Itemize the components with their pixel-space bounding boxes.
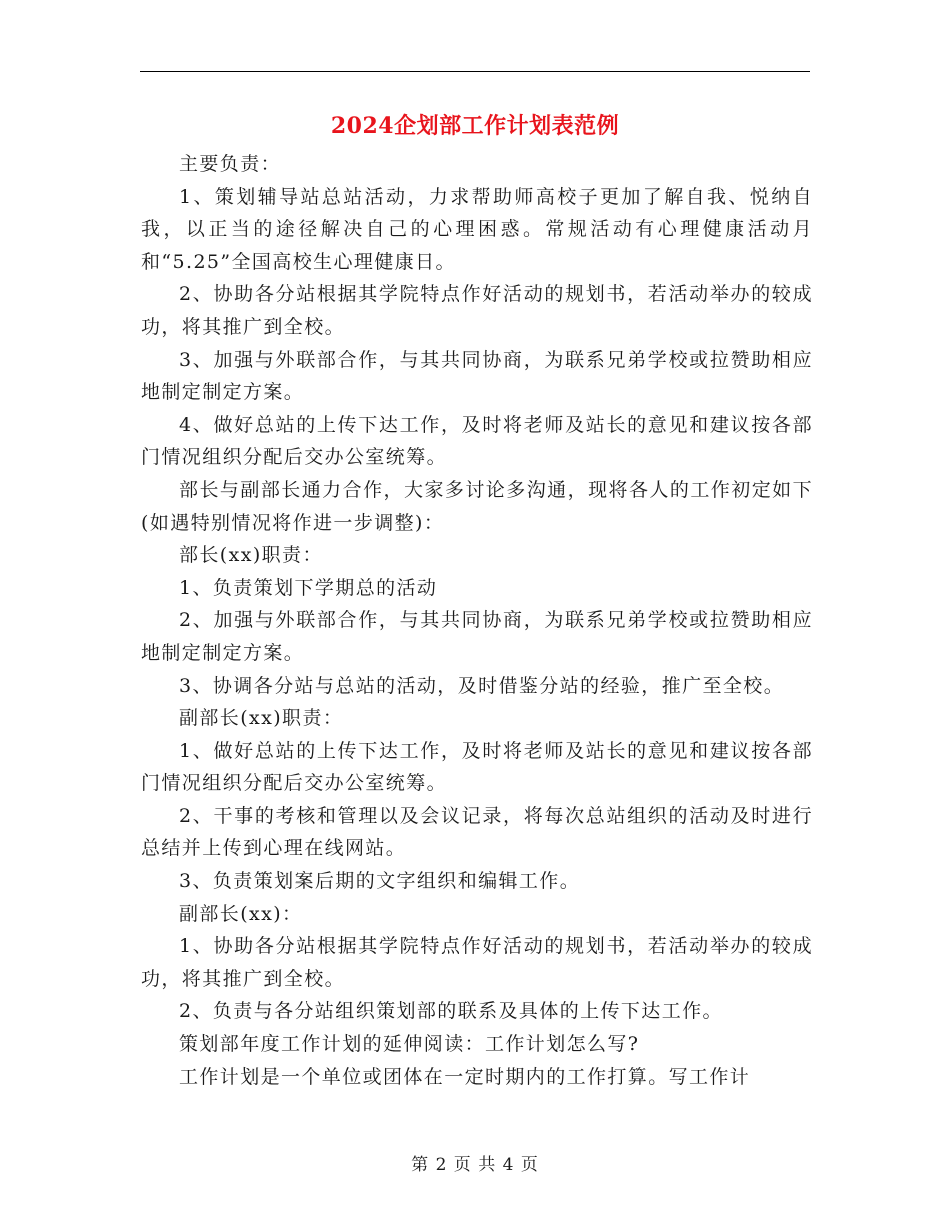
- paragraph: 3、协调各分站与总站的活动，及时借鉴分站的经验，推广至全校。: [179, 674, 785, 697]
- paragraph: 2、加强与外联部合作，与其共同协商，为联系兄弟学校或拉赞助相应地制定制定方案。: [141, 609, 813, 664]
- paragraph: 1、策划辅导站总站活动，力求帮助师高校子更加了解自我、悦纳自我，以正当的途径解决自己的心理困惑。常规活动有心理健康活动月和“5.25”全国高校生心理健康日。: [141, 185, 813, 273]
- paragraph: 1、做好总站的上传下达工作，及时将老师及站长的意见和建议按各部门情况组织分配后交办公室统筹。: [141, 739, 813, 795]
- paragraph: 1、协助各分站根据其学院特点作好活动的规划书，若活动举办的较成功，将其推广到全校。: [141, 935, 813, 990]
- paragraph: 策划部年度工作计划的延伸阅读：工作计划怎么写?: [179, 1033, 640, 1056]
- paragraph: 2、干事的考核和管理以及会议记录，将每次总站组织的活动及时进行总结并上传到心理在线网站。: [141, 804, 813, 860]
- paragraph: 部长与副部长通力合作，大家多讨论多沟通，现将各人的工作初定如下(如遇特别情况将作进一步调整)：: [141, 478, 813, 534]
- paragraph: 2、协助各分站根据其学院特点作好活动的规划书，若活动举办的较成功，将其推广到全校。: [141, 283, 813, 338]
- page-footer: 第 2 页 共 4 页: [411, 1155, 539, 1175]
- paragraph: 副部长(xx)职责：: [179, 707, 344, 730]
- paragraph: 工作计划是一个单位或团体在一定时期内的工作打算。写工作计: [179, 1065, 751, 1088]
- document-title: 2024企划部工作计划表范例: [330, 113, 620, 139]
- paragraph: 2、负责与各分站组织策划部的联系及具体的上传下达工作。: [179, 1000, 723, 1023]
- document-body: [141, 148, 813, 1093]
- header-rule: [140, 71, 810, 72]
- paragraph: 3、加强与外联部合作，与其共同协商，为联系兄弟学校或拉赞助相应地制定制定方案。: [141, 348, 813, 404]
- paragraph: 4、做好总站的上传下达工作，及时将老师及站长的意见和建议按各部门情况组织分配后交办公室统筹。: [141, 413, 813, 469]
- paragraph: 3、负责策划案后期的文字组织和编辑工作。: [179, 870, 581, 893]
- paragraph: 主要负责：: [179, 153, 282, 175]
- paragraph: 副部长(xx)：: [179, 902, 303, 925]
- paragraph: 1、负责策划下学期总的活动: [179, 576, 438, 599]
- paragraph: 部长(xx)职责：: [179, 544, 323, 567]
